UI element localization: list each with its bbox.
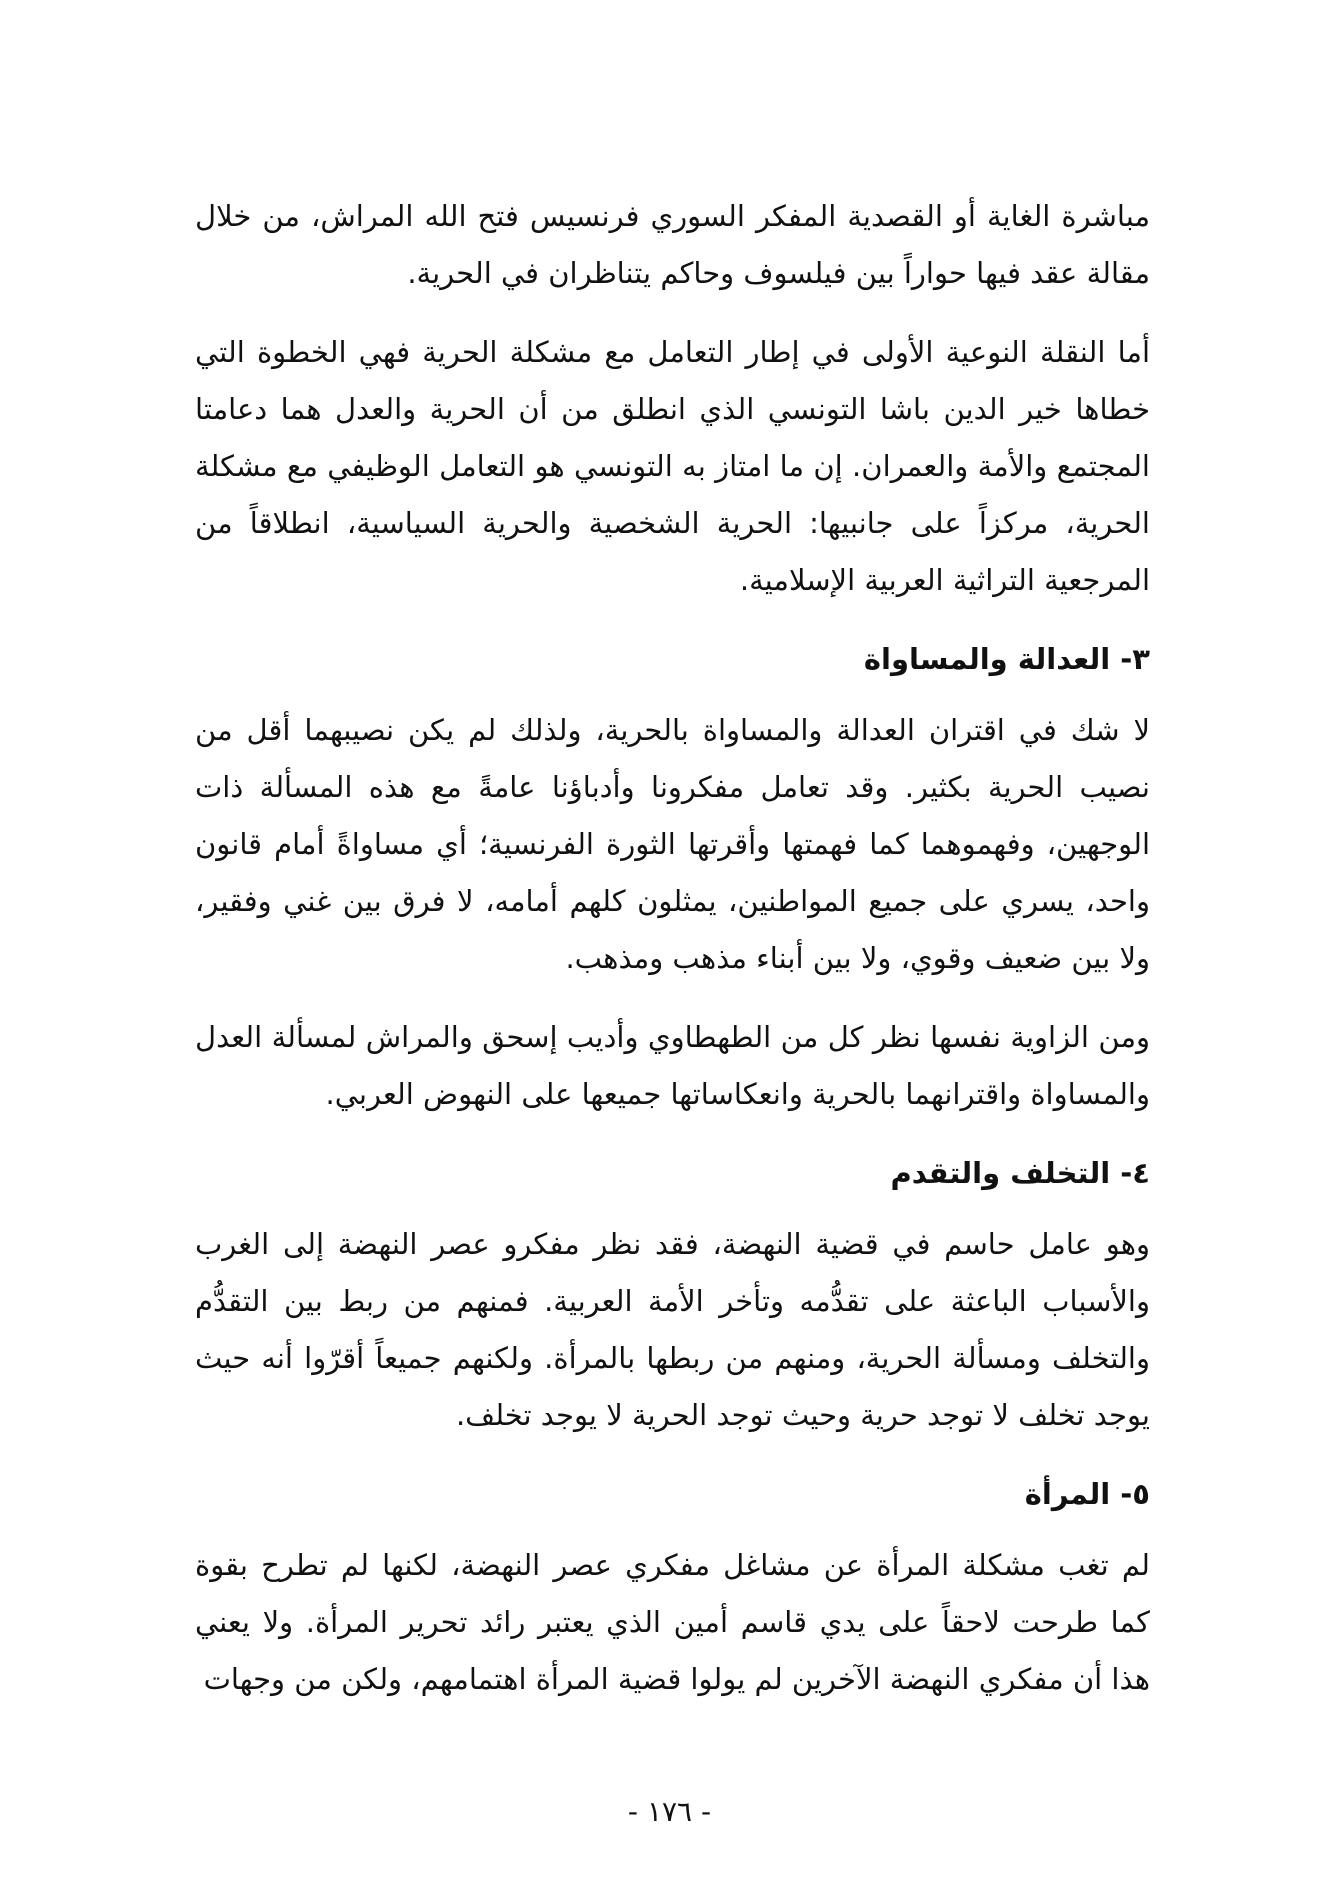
paragraph-backwardness-progress: وهو عامل حاسم في قضية النهضة، فقد نظر مفكرو عصر النهضة إلى الغرب والأسباب الباعثة على تقدُّمه وتأخر الأمة العربية. فمنهم من ربط بين التقدُّم والتخلف ومسألة الحرية، ومنهم من ربطها بالمرأة. ولكنهم جميعاً أقرّوا أنه حيث يوجد تخلف لا توجد حرية وحيث توجد الحرية لا يوجد تخلف.	[195, 1227, 1150, 1432]
paragraph-woman: لم تغب مشكلة المرأة عن مشاغل مفكري عصر النهضة، لكنها لم تطرح بقوة كما طرحت لاحقاً على يدي قاسم أمين الذي يعتبر رائد تحرير المرأة. ولا يعني هذا أن مفكري النهضة الآخرين لم يولوا قضية المرأة اهتمامهم، ولكن من وجهات	[195, 1548, 1150, 1696]
heading-justice-equality: ٣- العدالة والمساواة	[863, 642, 1150, 676]
text-column	[195, 188, 1150, 1730]
heading-backwardness-progress: ٤- التخلف والتقدم	[890, 1156, 1150, 1190]
page-number: - ١٧٦ -	[627, 1795, 712, 1828]
paragraph-freedom-marrash: مباشرة الغاية أو القصدية المفكر السوري فرنسيس فتح الله المراش، من خلال مقالة عقد فيها حواراً بين فيلسوف وحاكم يتناظران في الحرية.	[195, 199, 1150, 290]
paragraph-tahtawi-ishaq: ومن الزاوية نفسها نظر كل من الطهطاوي وأديب إسحق والمراش لمسألة العدل والمساواة واقترانهما بالحرية وانعكاساتها جميعها على النهوض العربي.	[195, 1020, 1150, 1111]
paragraph-khayr-al-din: أما النقلة النوعية الأولى في إطار التعامل مع مشكلة الحرية فهي الخطوة التي خطاها خير الدين باشا التونسي الذي انطلق من أن الحرية والعدل هما دعامتا المجتمع والأمة والعمران. إن ما امتاز به التونسي هو التعامل الوظيفي مع مشكلة الحرية، مركزاً على جانبيها: الحرية الشخصية والحرية السياسية، انطلاقاً من المرجعية التراثية العربية الإسلامية.	[195, 335, 1150, 597]
heading-woman: ٥- المرأة	[1024, 1477, 1150, 1511]
paragraph-justice-equality: لا شك في اقتران العدالة والمساواة بالحرية، ولذلك لم يكن نصيبهما أقل من نصيب الحرية بكثير. وقد تعامل مفكرونا وأدباؤنا عامةً مع هذه المسألة ذات الوجهين، وفهموهما كما فهمتها وأقرتها الثورة الفرنسية؛ أي مساواةً أمام قانون واحد، يسري على جميع المواطنين، يمثلون كلهم أمامه، لا فرق بين غني وفقير، ولا بين ضعيف وقوي، ولا بين أبناء مذهب ومذهب.	[195, 713, 1150, 975]
